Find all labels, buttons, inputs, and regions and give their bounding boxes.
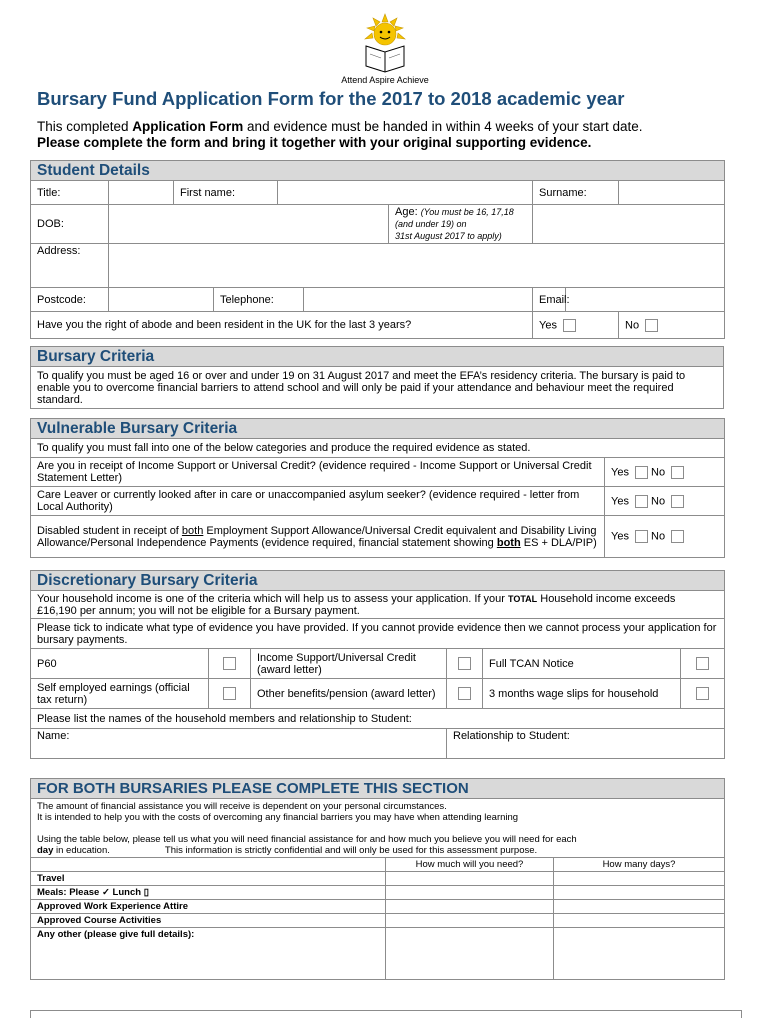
other-benefits-checkbox[interactable] xyxy=(458,687,471,700)
q2-yes-checkbox[interactable] xyxy=(635,495,648,508)
self-employed-label: Self employed earnings (official tax return) xyxy=(31,679,209,709)
q2-options: Yes No xyxy=(605,487,725,516)
tcan-checkbox[interactable] xyxy=(696,657,709,670)
household-income-text: Your household income is one of the criteria which will help us to assess your application. If your TOTAL Household income exceeds £16,190 per annum; you will not be eligible for a Bursary payment. xyxy=(31,591,725,619)
email-label: Email: xyxy=(533,288,566,312)
row-meals: Meals: Please ✓ Lunch ▯ xyxy=(31,886,386,900)
abode-question: Have you the right of abode and been resident in the UK for the last 3 years? xyxy=(31,312,533,339)
vulnerable-criteria-heading: Vulnerable Bursary Criteria xyxy=(31,419,725,439)
q3-yes-checkbox[interactable] xyxy=(635,530,648,543)
household-relationship-field[interactable] xyxy=(447,729,725,759)
travel-days-field[interactable] xyxy=(554,872,725,886)
other-amount-field[interactable] xyxy=(386,928,554,980)
abode-yes-checkbox[interactable] xyxy=(563,319,576,332)
income-support-question: Are you in receipt of Income Support or Universal Credit? (evidence required - Income Support or Universal Credit Statement Letter) xyxy=(31,458,605,487)
q3-options: Yes No xyxy=(605,516,725,558)
row-work-experience: Approved Work Experience Attire xyxy=(31,900,386,914)
wage-slips-label: 3 months wage slips for household xyxy=(483,679,681,709)
first-name-field[interactable] xyxy=(278,181,533,205)
abode-yes: Yes xyxy=(533,312,619,339)
q2-no-checkbox[interactable] xyxy=(671,495,684,508)
address-label: Address: xyxy=(31,244,109,288)
attire-days-field[interactable] xyxy=(554,900,725,914)
q1-options: Yes No xyxy=(605,458,725,487)
self-employed-checkbox[interactable] xyxy=(223,687,236,700)
vulnerable-criteria-table xyxy=(30,418,725,558)
form-title: Bursary Fund Application Form for the 2017 to 2018 academic year xyxy=(37,88,625,109)
abode-no: No xyxy=(619,312,725,339)
household-name-field[interactable] xyxy=(31,729,447,759)
disabled-student-question: Disabled student in receipt of both Employment Support Allowance/Universal Credit equivalent and Disability Living Allowance/Personal Independence Payments (evidence required, financial statement showing both ES + DLA/PIP) xyxy=(31,516,605,558)
meals-days-field[interactable] xyxy=(554,886,725,900)
row-travel: Travel xyxy=(31,872,386,886)
other-benefits-label: Other benefits/pension (award letter) xyxy=(251,679,447,709)
bursary-criteria-table xyxy=(30,346,724,409)
col-how-much: How much will you need? xyxy=(386,858,554,872)
evidence-instruction: Please tick to indicate what type of evidence you have provided. If you cannot provide evidence then we cannot process your application for bursary payments. xyxy=(31,619,725,649)
p60-label: P60 xyxy=(31,649,209,679)
title-field[interactable] xyxy=(109,181,174,205)
q3-no-checkbox[interactable] xyxy=(671,530,684,543)
postcode-label: Postcode: xyxy=(31,288,109,312)
dob-field[interactable] xyxy=(109,205,389,244)
tcan-label: Full TCAN Notice xyxy=(483,649,681,679)
postcode-field[interactable] xyxy=(109,288,214,312)
title-label: Title: xyxy=(31,181,109,205)
col-how-many-days: How many days? xyxy=(554,858,725,872)
discretionary-criteria-heading: Discretionary Bursary Criteria xyxy=(31,571,725,591)
abode-no-checkbox[interactable] xyxy=(645,319,658,332)
intro-text: This completed Application Form and evidence must be handed in within 4 weeks of your start date. Please complete the form and bring it together with your original supporting evidence. xyxy=(37,119,643,150)
student-details-heading: Student Details xyxy=(31,161,725,181)
email-field[interactable] xyxy=(566,288,725,312)
student-details-table xyxy=(30,160,725,339)
travel-amount-field[interactable] xyxy=(386,872,554,886)
telephone-field[interactable] xyxy=(304,288,533,312)
age-label-cell: Age: (You must be 16, 17,18 (and under 19) on 31st August 2017 to apply) xyxy=(389,205,533,244)
q1-yes-checkbox[interactable] xyxy=(635,466,648,479)
care-leaver-question: Care Leaver or currently looked after in care or unaccompanied asylum seeker? (evidence required - letter from Local Authority) xyxy=(31,487,605,516)
school-logo-sun-book-icon xyxy=(360,12,410,74)
row-any-other: Any other (please give full details): xyxy=(31,928,386,980)
surname-label: Surname: xyxy=(533,181,619,205)
activities-days-field[interactable] xyxy=(554,914,725,928)
row-course-activities: Approved Course Activities xyxy=(31,914,386,928)
household-members-text: Please list the names of the household members and relationship to Student: xyxy=(31,709,725,729)
meals-amount-field[interactable] xyxy=(386,886,554,900)
page-bottom-border xyxy=(30,1010,742,1018)
other-days-field[interactable] xyxy=(554,928,725,980)
income-support-checkbox[interactable] xyxy=(458,657,471,670)
q1-no-checkbox[interactable] xyxy=(671,466,684,479)
vulnerable-intro: To qualify you must fall into one of the below categories and produce the required evidence as stated. xyxy=(31,439,725,458)
telephone-label: Telephone: xyxy=(214,288,304,312)
activities-amount-field[interactable] xyxy=(386,914,554,928)
wage-slips-checkbox[interactable] xyxy=(696,687,709,700)
income-support-label: Income Support/Universal Credit (award letter) xyxy=(251,649,447,679)
dob-label: DOB: xyxy=(31,205,109,244)
attire-amount-field[interactable] xyxy=(386,900,554,914)
both-bursaries-table xyxy=(30,778,725,980)
relationship-label: Relationship to Student: xyxy=(453,730,570,742)
bursary-criteria-heading: Bursary Criteria xyxy=(31,347,724,367)
first-name-label: First name: xyxy=(174,181,278,205)
school-motto: Attend Aspire Achieve xyxy=(341,75,429,85)
surname-field[interactable] xyxy=(619,181,725,205)
bursary-criteria-text: To qualify you must be aged 16 or over and under 19 on 31 August 2017 and meet the EFA’s residency criteria. The bursary is paid to enable you to overcome financial barriers to attend school and will only be paid if your attendance and behaviour meet the required standard. xyxy=(31,367,724,409)
both-bursaries-intro: The amount of financial assistance you will receive is dependent on your personal circumstances. It is intended to help you with the costs of overcoming any financial barriers you may have when attending learning Using the table below, please tell us what you will need financial assistance for and how much you believe you will need for each day in education. This information is strictly confidential and will only be used for this assessment purpose. xyxy=(31,799,725,858)
both-bursaries-heading: FOR BOTH BURSARIES PLEASE COMPLETE THIS SECTION xyxy=(31,779,725,799)
address-field[interactable] xyxy=(109,244,725,288)
p60-checkbox[interactable] xyxy=(223,657,236,670)
discretionary-criteria-table xyxy=(30,570,725,759)
age-field[interactable] xyxy=(533,205,725,244)
name-label: Name: xyxy=(37,730,70,742)
